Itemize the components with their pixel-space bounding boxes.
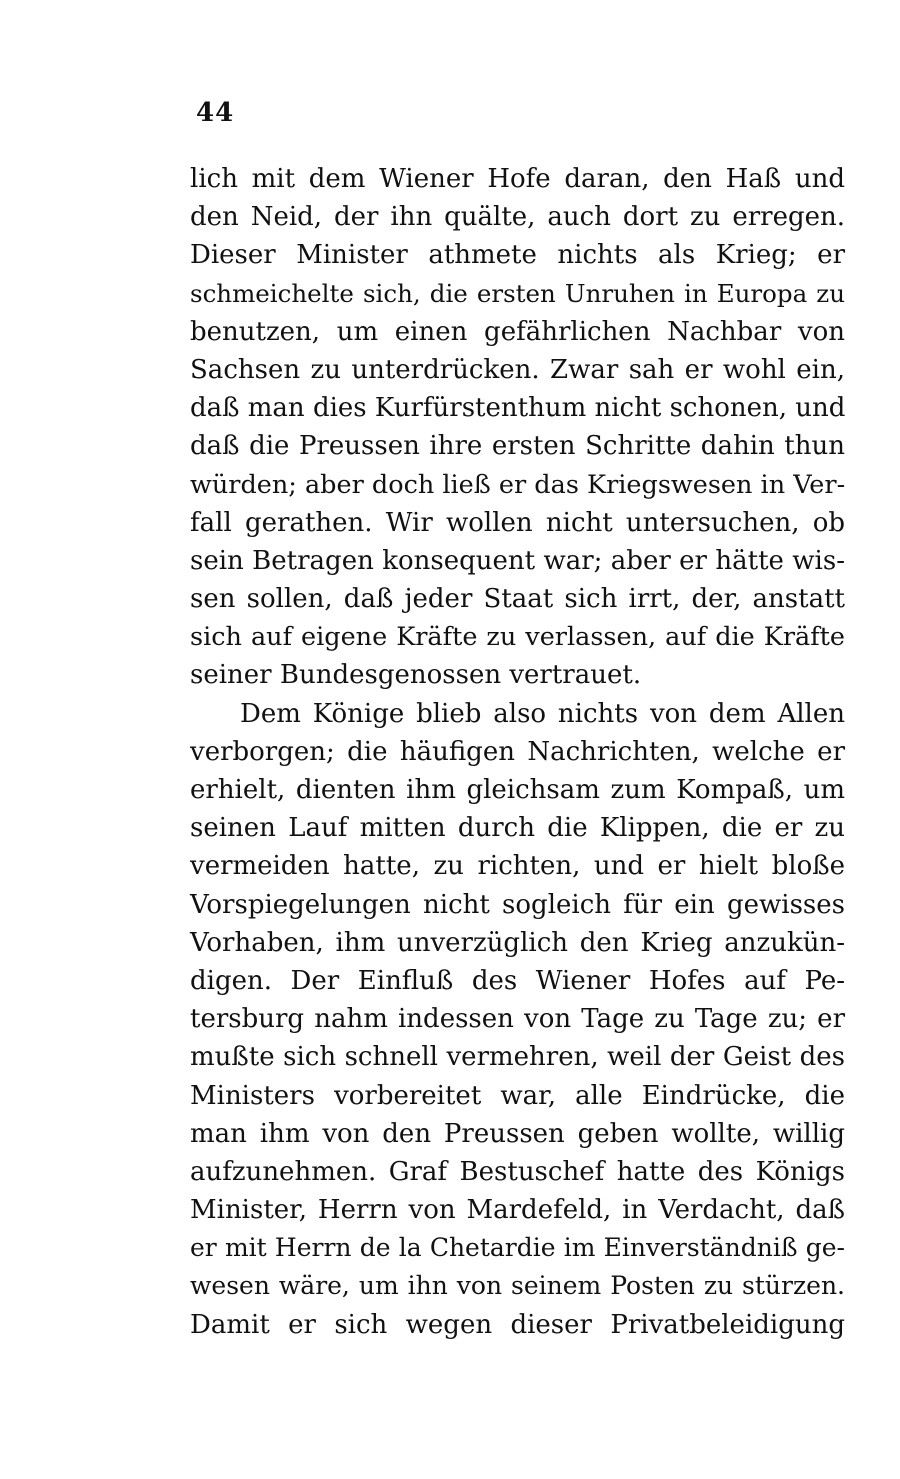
text-line: sen sollen, daß jeder Staat sich irrt, der, anstatt [190, 584, 845, 615]
text-line: Sachsen zu unterdrücken. Zwar sah er wohl ein, [190, 354, 845, 385]
text-line: Ministers vorbereitet war, alle Eindrücke, die [190, 1080, 845, 1111]
text-line: Dieser Minister athmete nichts als Krieg; er [190, 240, 845, 271]
page-number: 44 [196, 98, 235, 128]
text-line: man ihm von den Preussen geben wollte, willig [190, 1118, 845, 1149]
text-line: seiner Bundesgenossen vertrauet. [190, 660, 642, 691]
text-line: digen. Der Einfluß des Wiener Hofes auf Pe- [190, 965, 845, 996]
paragraph-1 [190, 160, 845, 695]
text-line: mußte sich schnell vermehren, weil der Geist des [190, 1042, 845, 1073]
text-line: vermeiden hatte, zu richten, und er hielt bloße [190, 851, 845, 882]
text-line: daß die Preussen ihre ersten Schritte dahin thun [190, 431, 845, 462]
text-line: benutzen, um einen gefährlichen Nachbar von [190, 316, 845, 347]
text-line: wesen wäre, um ihn von seinem Posten zu stürzen. [190, 1271, 845, 1301]
text-line: lich mit dem Wiener Hofe daran, den Haß und [190, 164, 845, 194]
text-line: den Neid, der ihn quälte, auch dort zu erregen. [190, 202, 845, 233]
body-text [190, 160, 845, 1344]
text-line: schmeichelte sich, die ersten Unruhen in Europa zu [190, 278, 845, 308]
text-line: Vorspiegelungen nicht sogleich für ein gewisses [190, 889, 845, 920]
text-line: sich auf eigene Kräfte zu verlassen, auf die Kräfte [190, 622, 845, 653]
text-line: seinen Lauf mitten durch die Klippen, die er zu [190, 813, 845, 844]
text-line: Dem Könige blieb also nichts von dem Allen [240, 698, 845, 729]
text-line: Minister, Herrn von Mardefeld, in Verdacht, daß [190, 1195, 845, 1226]
paragraph-2 [190, 695, 845, 1344]
text-line: Damit er sich wegen dieser Privatbeleidigung [190, 1309, 845, 1340]
text-line: sein Betragen konsequent war; aber er hätte wis- [190, 545, 845, 576]
text-line: tersburg nahm indessen von Tage zu Tage zu; er [190, 1004, 845, 1035]
text-line: daß man dies Kurfürstenthum nicht schonen, und [190, 393, 846, 424]
text-line: würden; aber doch ließ er das Kriegswesen in Ver- [190, 469, 846, 500]
text-line: Vorhaben, ihm unverzüglich den Krieg anzukün- [190, 927, 845, 958]
text-line: fall gerathen. Wir wollen nicht untersuchen, ob [190, 507, 845, 538]
text-line: er mit Herrn de la Chetardie im Einverständniß ge- [190, 1233, 845, 1263]
text-line: verborgen; die häufigen Nachrichten, welche er [190, 736, 845, 767]
text-line: aufzunehmen. Graf Bestuschef hatte des Königs [190, 1156, 845, 1187]
text-line: erhielt, dienten ihm gleichsam zum Kompaß, um [190, 775, 845, 805]
